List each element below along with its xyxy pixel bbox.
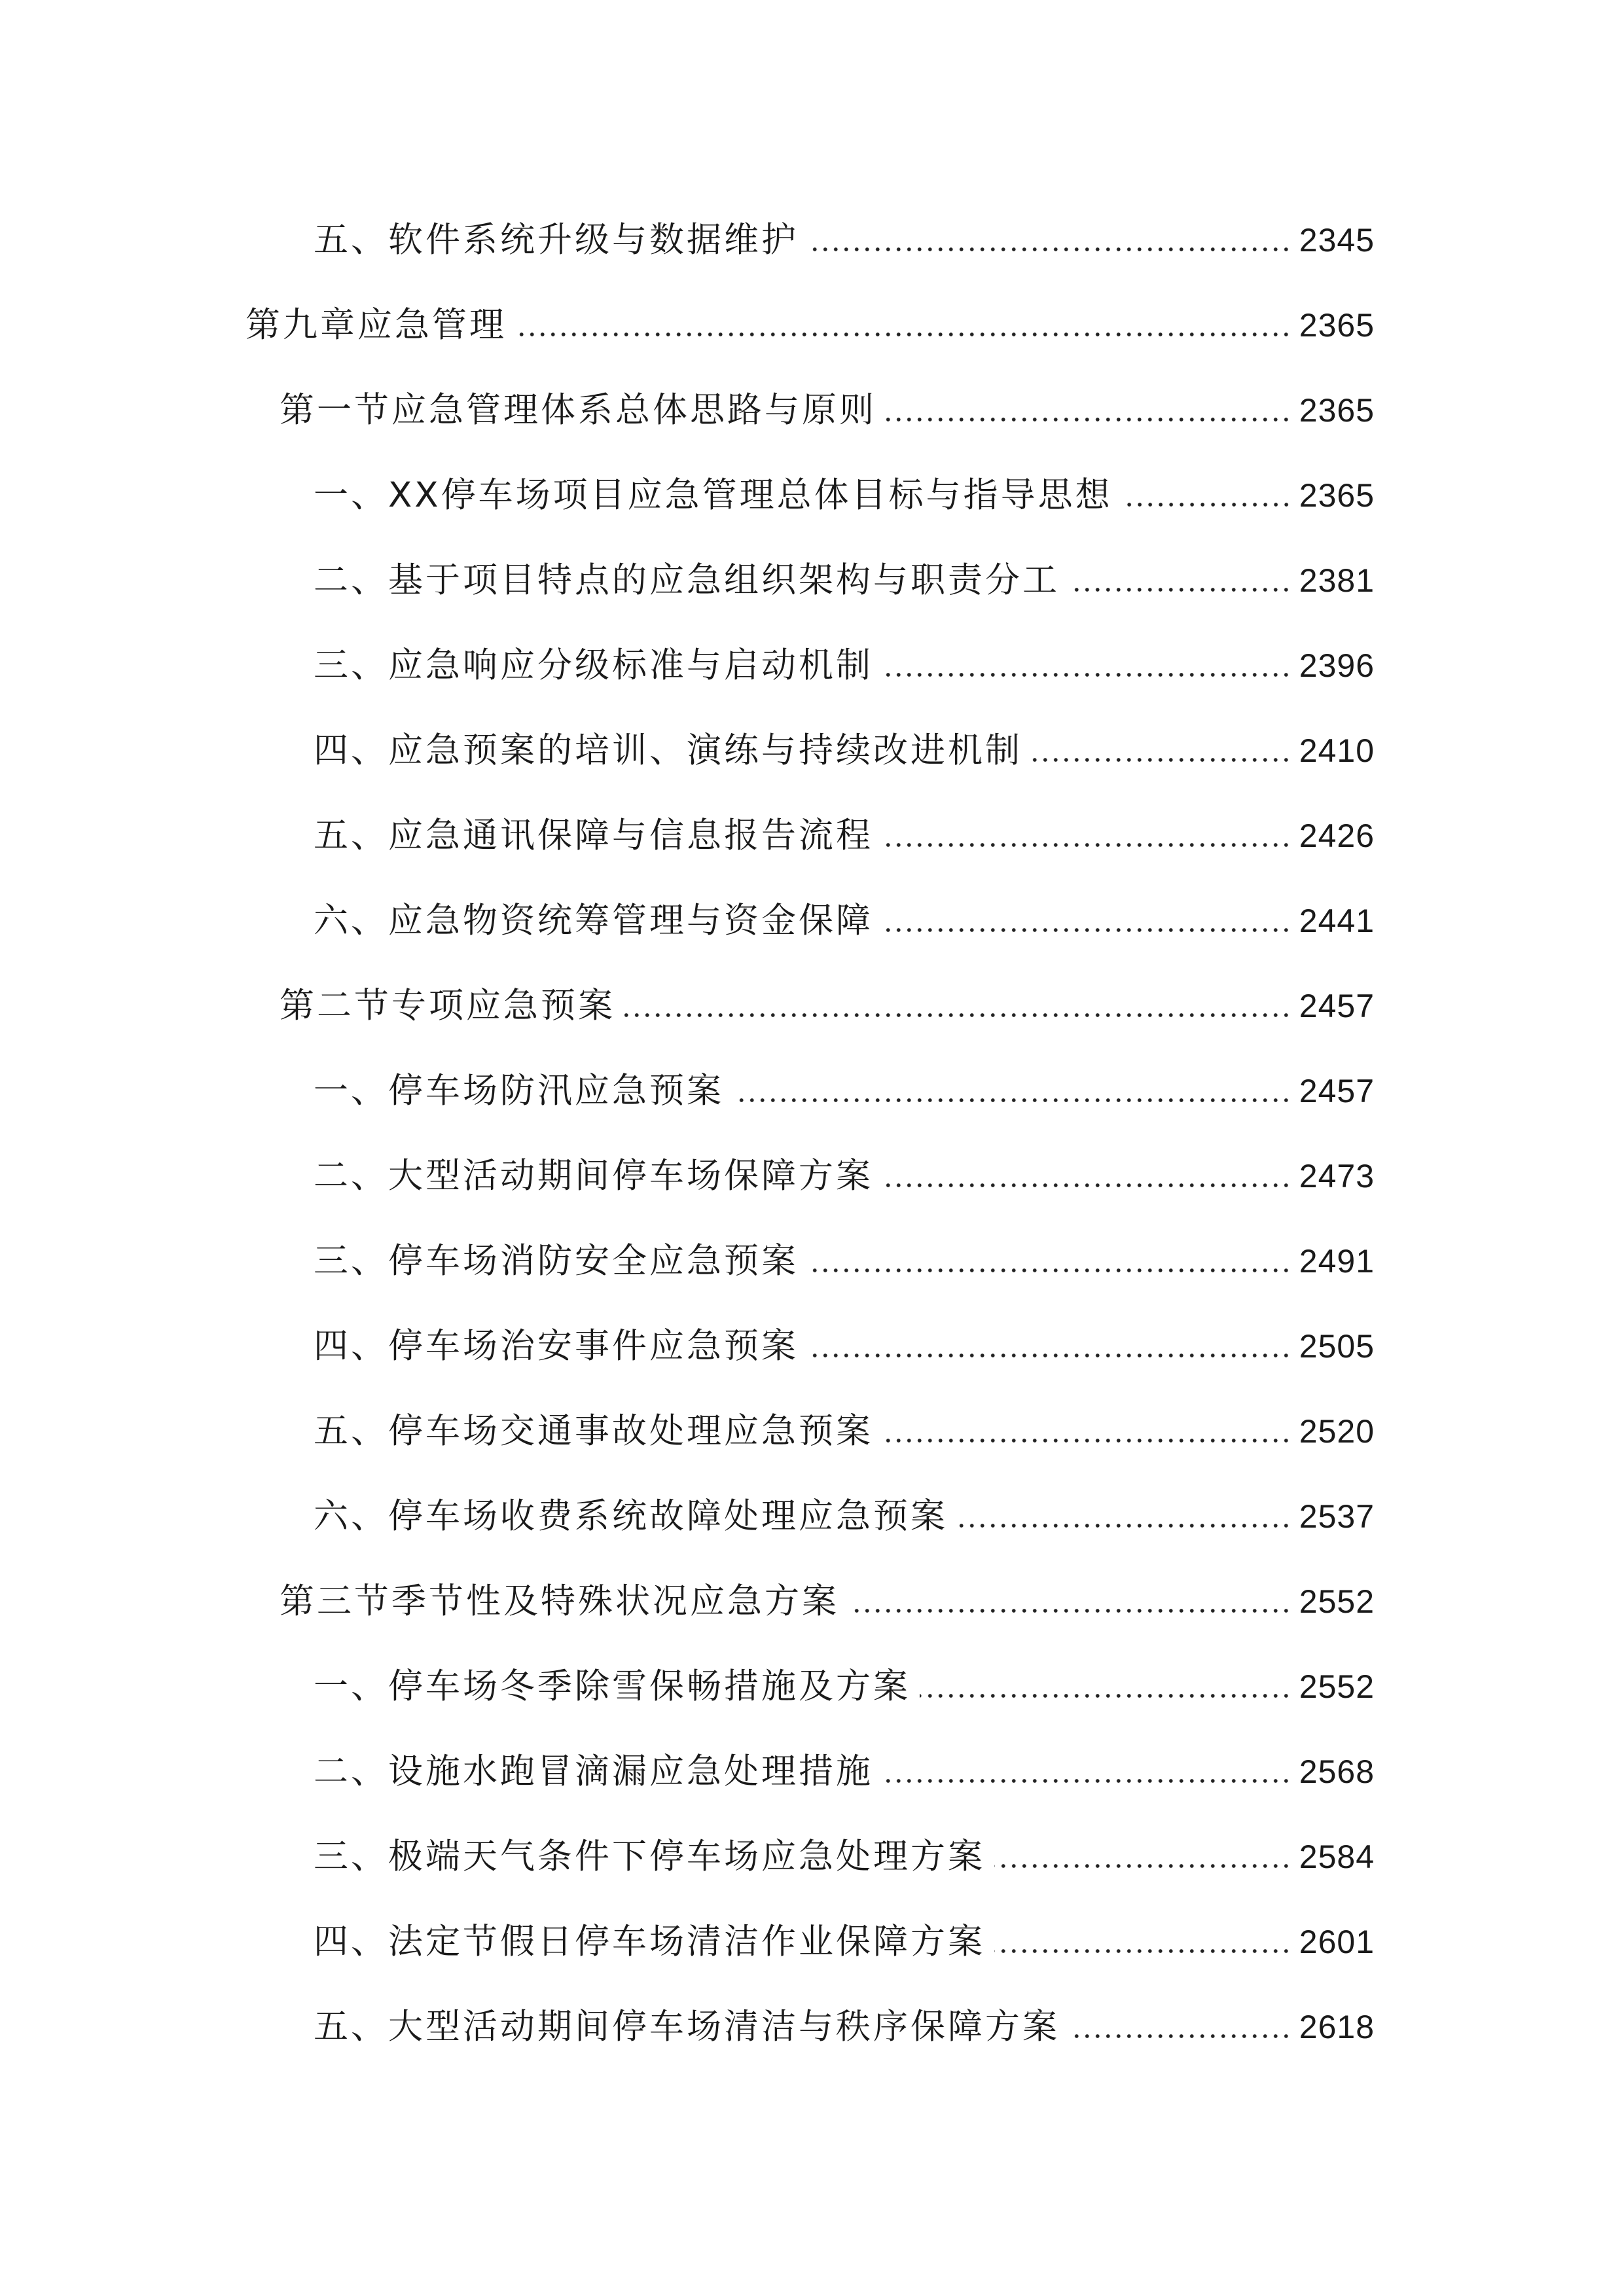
toc-entry-title: 五、大型活动期间停车场清洁与秩序保障方案 [314,2007,1060,2047]
toc-entry-title: 五、软件系统升级与数据维护 [314,220,799,260]
toc-entry-section[interactable] [314,725,1375,777]
toc-entry-title: 四、停车场治安事件应急预案 [314,1326,799,1366]
dot-leader [1122,501,1291,509]
toc-entry-section[interactable] [314,1150,1375,1202]
toc-entry-page: 2441 [1299,903,1375,939]
dot-leader [957,1522,1291,1530]
toc-entry-section[interactable] [314,895,1375,947]
toc-entry-title: 一、停车场防汛应急预案 [314,1071,724,1111]
toc-entry-title: 第三节季节性及特殊状况应急方案 [280,1581,839,1621]
toc-entry-page: 2552 [1299,1668,1375,1705]
dot-leader [516,331,1291,338]
toc-entry-title: 二、设施水跑冒滴漏应急处理措施 [314,1751,873,1791]
toc-entry-section[interactable] [314,1916,1375,1968]
toc-entry-page: 2568 [1299,1753,1375,1790]
toc-entry-page: 2365 [1299,392,1375,429]
toc-entry-section[interactable] [314,1831,1375,1883]
dot-leader [808,1266,1291,1274]
toc-entry-title: 六、停车场收费系统故障处理应急预案 [314,1496,948,1536]
toc-entry-section[interactable] [314,2001,1375,2053]
toc-entry-title: 五、应急通讯保障与信息报告流程 [314,816,873,855]
toc-entry-page: 2457 [1299,988,1375,1024]
dot-leader [994,1947,1291,1955]
toc-entry-title: 六、应急物资统筹管理与资金保障 [314,901,873,941]
dot-leader [733,1096,1291,1104]
dot-leader [848,1607,1291,1615]
toc-entry-section[interactable] [314,1660,1375,1713]
dot-leader [882,671,1291,679]
toc-entry-title: 四、应急预案的培训、演练与持续改进机制 [314,730,1022,770]
toc-entry-page: 2505 [1299,1328,1375,1365]
toc-entry-section[interactable] [314,1235,1375,1287]
dot-leader [886,416,1291,423]
toc-entry-page: 2473 [1299,1158,1375,1194]
dot-leader [994,1862,1291,1870]
toc-entry-section[interactable] [314,1405,1375,1458]
toc-entry-section[interactable] [314,1746,1375,1798]
toc-entry-page: 2396 [1299,647,1375,684]
toc-entry-title: 一、停车场冬季除雪保畅措施及方案 [314,1666,911,1706]
toc-entry-section[interactable] [314,214,1375,266]
dot-leader [808,245,1291,253]
toc-entry-title: 四、法定节假日停车场清洁作业保障方案 [314,1922,985,1962]
toc-entry-page: 2537 [1299,1498,1375,1535]
toc-entry-section[interactable] [314,469,1375,522]
toc-entry-chapter[interactable] [245,299,1375,351]
dot-leader [1069,2032,1291,2040]
dot-leader [882,1437,1291,1444]
toc-entry-page: 2410 [1299,732,1375,769]
dot-leader [882,1181,1291,1189]
toc-entry-page: 2584 [1299,1839,1375,1875]
toc-entry-page: 2491 [1299,1243,1375,1280]
toc-entry-section[interactable] [314,1490,1375,1543]
dot-leader [882,926,1291,934]
toc-entry-page: 2457 [1299,1073,1375,1109]
toc-entry-title: 第二节专项应急预案 [280,986,615,1026]
toc-entry-section[interactable] [314,1320,1375,1372]
toc-entry-page: 2365 [1299,307,1375,344]
toc-entry-title: 二、基于项目特点的应急组织架构与职责分工 [314,560,1060,600]
dot-leader [920,1692,1291,1700]
toc-entry-page: 2345 [1299,222,1375,259]
dot-leader [1032,756,1291,764]
dot-leader [882,841,1291,849]
toc-entry-title: 二、大型活动期间停车场保障方案 [314,1156,873,1196]
toc-entry-page: 2365 [1299,477,1375,514]
toc-entry-subchapter[interactable] [280,1575,1375,1628]
toc-entry-page: 2552 [1299,1583,1375,1620]
dot-leader [1069,586,1291,594]
toc-entry-title: 三、极端天气条件下停车场应急处理方案 [314,1837,985,1876]
toc-entry-title: 一、XX停车场项目应急管理总体目标与指导思想 [314,475,1113,515]
toc-entry-section[interactable] [314,810,1375,862]
toc-entry-title: 第一节应急管理体系总体思路与原则 [280,390,876,430]
toc-entry-page: 2426 [1299,817,1375,854]
toc-entry-title: 第九章应急管理 [245,305,507,345]
toc-entry-subchapter[interactable] [280,384,1375,437]
toc-entry-page: 2601 [1299,1924,1375,1960]
toc-entry-section[interactable] [314,639,1375,692]
toc-entry-title: 三、应急响应分级标准与启动机制 [314,645,873,685]
toc-entry-page: 2618 [1299,2009,1375,2045]
toc-entry-subchapter[interactable] [280,980,1375,1032]
toc-entry-section[interactable] [314,554,1375,607]
toc-entry-page: 2520 [1299,1413,1375,1450]
dot-leader [882,1777,1291,1785]
dot-leader [624,1011,1291,1019]
toc-entry-page: 2381 [1299,562,1375,599]
toc-entry-title: 五、停车场交通事故处理应急预案 [314,1411,873,1451]
toc-entry-title: 三、停车场消防安全应急预案 [314,1241,799,1281]
dot-leader [808,1352,1291,1359]
toc-entry-section[interactable] [314,1065,1375,1117]
